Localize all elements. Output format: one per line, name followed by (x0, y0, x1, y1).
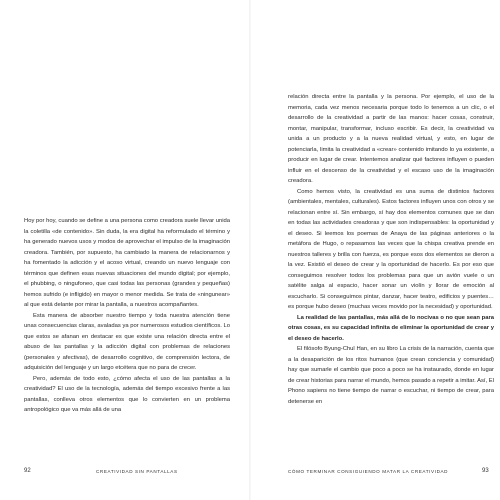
paragraph: Esta manera de absorber nuestro tiempo y toda nuestra atención tiene unas consecuencias claras, avaladas ya por numerosos estudios científicos. Lo que estos se afanan en destacar es que existe una relación directa entre el abuso de las pantallas y la adicción digital con problemas de relaciones (personales y afectivas), de desarrollo cognitivo, de comprensión lectora, de adquisición del lenguaje y un largo etcétera que no para de crecer. (24, 312, 230, 371)
paragraph: relación directa entre la pantalla y la persona. Por ejemplo, el uso de la memoria, cada vez menos necesaria porque todo lo tenemos a un clic, o el desarrollo de la creatividad a partir de las manos: hacer cosas, construir, montar, manipular, transformar, incluso escribir. Es decir, la creatividad va unida a un producto y a la nueva realidad virtual, y esto, en lugar de potenciarla, limita la creatividad a «crear» contenido imitando lo ya existente, a producir en lugar de crear. Intentemos analizar qué factores influyen o pueden influir en el descenso de la creatividad y el escaso uso de la imaginación creadora. (288, 94, 494, 184)
paragraph: Como hemos visto, la creatividad es una suma de distintos factores (ambientales, mentales, culturales). Estos factores influyen unos con otros y se relacionan entre sí. Sin embargo, sí hay dos elementos comunes que se dan en todas las actividades creadoras y que son indispensables: la oportunidad y el deseo. Si leemos los poemas de Anaya de las páginas anteriores o la metáfora de Hugo, o repasamos las veces que la chispa creativa prende en nuestros talleres y brilla con fuerza, es porque esos dos elementos se dieron a la vez. Existió el deseo de crear y la oportunidad de hacerlo. Es por eso que conseguimos resolver todos los problemas para que un avión vuele o un satélite salga al espacio, hacer sonar un violín y llorar de emoción al escucharlo. Si conseguimos pintar, danzar, hacer teatro, edificios y puentes… es porque hubo deseo (muchas veces movido por la necesidad) y oportunidad. (288, 188, 494, 310)
running-head-left: CREATIVIDAD SIN PANTALLAS (96, 469, 178, 474)
paragraph: Hoy por hoy, cuando se define a una persona como creadora suele llevar unida la coletilla «de contenido». Sin duda, la era digital ha reformulado el término y ha generado nuevos usos y modos de aprovechar el impulso de la imaginación creadora. También, por supuesto, ha cambiado la manera de relacionarnos y ha fomentado la adicción y el acoso virtual, creando un nuevo lenguaje con términos que definen esas nuevas situaciones del mundo digital; por ejemplo, el phubbing, o ningufoneo, que casi todas las personas (grandes y pequeñas) hemos sufrido (e infligido) en mayor o menor medida. Se trata de «ningunear» al que está delante por mirar la pantalla, a nuestros acompañantes. (24, 218, 230, 308)
running-head-right: CÓMO TERMINAR CONSIGUIENDO MATAR LA CREATIVIDAD (288, 469, 449, 474)
paragraph: Pero, además de todo esto, ¿cómo afecta el uso de las pantallas a la creatividad? El uso de la tecnología, además del tiempo excesivo frente a las pantallas, conlleva otros elementos que lo convierten en un problema antropológico que va más allá de una (24, 375, 230, 413)
right-text-column (288, 92, 494, 407)
page-number-left: 92 (24, 468, 31, 474)
page-number-right: 93 (482, 468, 489, 474)
paragraph: El filósofo Byung-Chul Han, en su libro La crisis de la narración, cuenta que a la desaparición de los ritos humanos (que crean conciencia y comunidad) hay que sumarle el cambio que poco a poco se ha instaurado, donde en lugar de crear historias para narrar el mundo, hemos pasado a repetir a imitar. Así, El Phono sapiens no tiene tiempo de narrar o escuchar, ni tiempo de crear, para detenerse en (288, 346, 494, 405)
bold-paragraph: La realidad de las pantallas, más allá de lo nocivas o no que sean para otras cosas, es su capacidad infinita de eliminar la oportunidad de crear y el deseo de hacerlo. (288, 314, 494, 342)
left-text-column (24, 216, 230, 416)
